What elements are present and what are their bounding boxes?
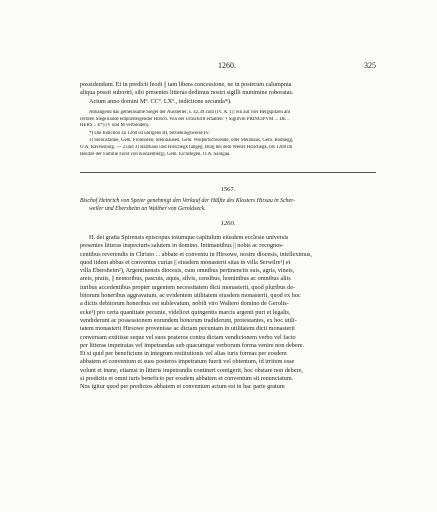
note-line: *) Die Indiction zu 1260 ist übrigens III, beziehungsweise IV. <box>89 130 210 136</box>
text-line: presentes litteras inspecturis salutem in domino. Intimantibus || nobis ac recognos- <box>80 242 284 250</box>
text-line: abbatem et conventum et suos posteros impetratum fuerit vel obtentum, id irritum esse <box>80 358 295 366</box>
section-divider <box>80 172 376 173</box>
text-line: a dictis debitorum honeribus est sublevatum, nobili viro Waltero domino de Gerolts- <box>80 300 289 308</box>
note-line: rechten Siegelrande emporsteigender Hirsch. Von der Umschrift erhalten: † Sigillvm PRINCIPVM ... DE .. <box>80 116 290 122</box>
regest-line: Bischof Heinrich von Speier genehmigt den Verkauf der Hälfte des Klosters Hirsau in Scher- <box>80 198 296 204</box>
text-line: ecke³) pro certa quantitate pecunie, videlicet quingentis marcis argenti puri et legalis, <box>80 308 291 316</box>
text-line: areis, pratis, || nemoribus, pascuis, aquis, silvis, censibus, hominibus ac omnibus aliis <box>80 275 291 283</box>
text-line: quod iidem abbas et conventus curias || eiusdem monasterii sitas in villa Serwilre¹) et <box>80 258 291 266</box>
text-line: conversam extitisse seque vel suos posteros contra dictam vendicionem verbo vel facto <box>80 333 296 341</box>
text-line: Nos igitur quod per predictos abbatem et conventum actum est in hac parte gratum <box>80 383 285 391</box>
text-line: possidendum. Et in predicti feodi || tam libera concessione, ne in posterum calumpnia <box>80 81 292 88</box>
text-line: iuribus accedentibus propter urgentem necessitatem dicti monasterii, quod pluribus de- <box>80 283 296 291</box>
page-number: 325 <box>364 61 376 70</box>
note-line: O.A. Ravensburg. — 2 und 3) Balzhaus und Hirschegk (abgeg. Burg bei dem Weiler Hirschegk, bis 1268 im <box>80 144 293 150</box>
text-line: volunt et inane, etiamsi in litteris impetrandis contineri contigerit, hoc obstare non debere, <box>80 366 303 374</box>
regest-line: weiler und Ebersheim an Walther von Geroldseck. <box>89 206 206 212</box>
note-line: HERS .. E*) (V und M verbunden). <box>80 123 150 129</box>
text-line: centibus reverendis in Christo . . abbate et conventu in Hirsowe, nostre diocesis, intelleximus, <box>80 250 312 258</box>
text-line: tatem monasterii Hirsowe provenisse ac dictam pecuniam in utilitatem dicti monasterii <box>80 325 295 333</box>
regest <box>80 197 376 213</box>
seal-notes <box>80 110 376 158</box>
text-line: bitorum honeribus aggravatum, ac evidentem utilitatem eiusdem monasterii, quod ex hoc <box>80 292 301 300</box>
text-line: per litteras impetratas vel impetrandas sub quacumque verborum forma venire non debere. <box>80 341 305 349</box>
text-line: vendiderunt ac possessionem eorundem bonorum tradiderunt, protestantes, ex hoc utili- <box>80 316 297 324</box>
text-line: Et si quid per beneficium in integrum restitutionis vel alias iuris formas per eosdem <box>80 350 287 358</box>
running-head <box>80 61 376 73</box>
text-line: aliqua possit suboriri, sibi presentes litteras dedimus nostri sigilli munimine roboratas. <box>80 89 294 97</box>
document-number: 1567. <box>220 186 236 193</box>
text-line: villa Ebersheim²), Argentinensis diocesis, cum omnibus pertinenciis suis, agris, vineis, <box>80 267 295 275</box>
text-line: si predictis et omni iuris beneficio per eosdem abbatem et conventum sit renunciatum. <box>80 375 294 383</box>
main-text <box>80 234 376 392</box>
preceding-text <box>80 81 376 106</box>
text-line: Actum anno domini Mº. CCº. LXº., indictione secunda*). <box>89 97 232 105</box>
note-line: Abhängend das gemeinsame Siegel der Aussteller, s. 42,39 zum (IV. A. 1): ein auf vier Bergspitzen am <box>89 110 291 115</box>
document-date: 1260. <box>220 220 236 227</box>
text-line: H. dei gratia Spirensis episcopus totumque capitulum eiusdem ecclesie universis <box>89 234 289 241</box>
note-line: Besitze der Familie Fürst von Konzenberg), Gem. Eichstegen, O.A. Saulgau. <box>80 151 231 157</box>
note-line: 1) Steinisfanne, Gem. Fronhofen, Steinhausen, Gem. Wolpertschwende, oder Steinhaus, Gem. Bodnegg, <box>89 138 294 144</box>
running-head-year: 1260. <box>218 61 236 70</box>
